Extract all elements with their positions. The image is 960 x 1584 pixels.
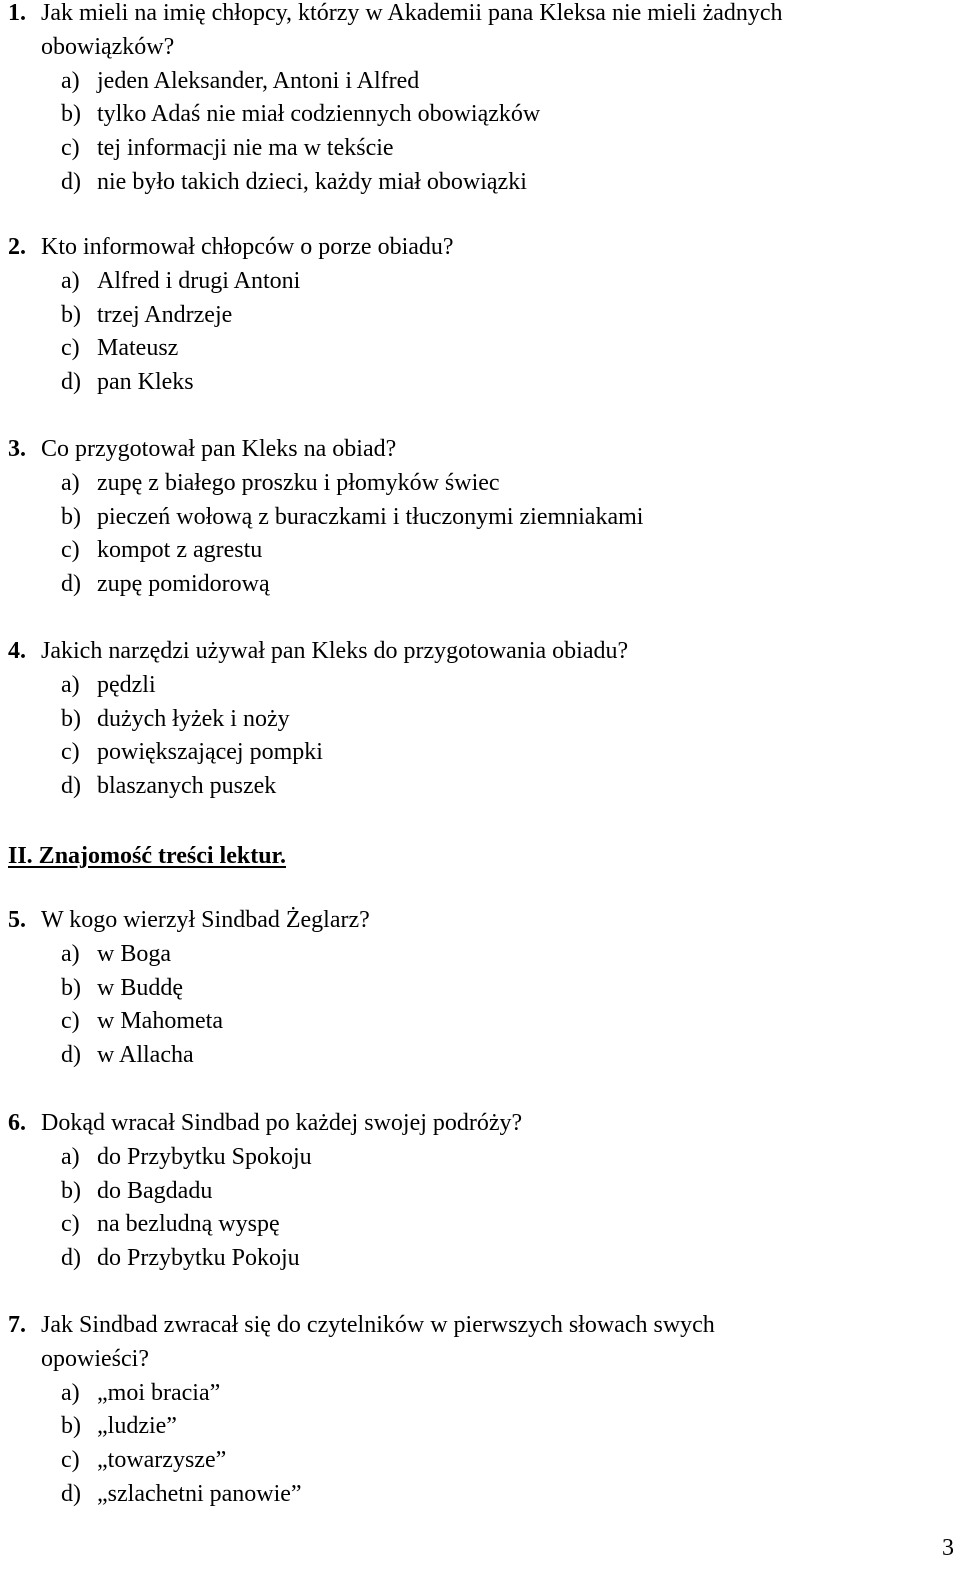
answer-option-c [8,132,948,166]
answer-option-a [8,1141,948,1175]
question-text: W kogo wierzył Sindbad Żeglarz? [41,907,370,933]
option-text: tylko Adaś nie miał codziennych obowiązków [97,101,541,128]
answer-option-c [8,332,948,366]
option-text: powiększającej pompki [97,739,323,766]
option-letter: c) [61,1211,80,1238]
option-letter: a) [61,67,80,94]
answer-option-d [8,568,948,602]
option-text: w Mahometa [97,1008,223,1035]
option-text: do Bagdadu [97,1177,213,1204]
option-letter: c) [61,1008,80,1035]
option-text: na bezludną wyspę [97,1211,280,1238]
option-letter: d) [61,1042,81,1069]
answer-option-c [8,736,948,770]
question-5-line [8,904,948,938]
option-text: tej informacji nie ma w tekście [97,135,394,162]
option-letter: a) [61,1143,80,1170]
question-7-line [8,1309,948,1343]
option-text: dużych łyżek i noży [97,705,290,732]
question-number: 6. [8,1110,26,1136]
answer-option-d [8,166,948,200]
option-letter: b) [61,974,81,1001]
option-text: pieczeń wołową z buraczkami i tłuczonymi ziemniakami [97,503,644,530]
option-text: „towarzysze” [97,1447,227,1474]
answer-option-a [8,65,948,99]
question-5 [8,904,948,1073]
answer-option-b [8,299,948,333]
option-text: do Przybytku Spokoju [97,1143,312,1170]
option-letter: b) [61,705,81,732]
answer-option-c [8,1005,948,1039]
option-letter: b) [61,101,81,128]
option-letter: c) [61,1447,80,1474]
question-1-line [8,0,948,31]
answer-options [8,669,948,804]
answer-option-a [8,265,948,299]
question-7 [8,1309,948,1512]
option-letter: b) [61,503,81,530]
option-text: w Allacha [97,1042,194,1069]
answer-option-d [8,366,948,400]
question-4-line [8,635,948,669]
answer-option-a [8,938,948,972]
option-letter: c) [61,135,80,162]
option-letter: a) [61,1379,80,1406]
answer-option-b [8,501,948,535]
option-text: „szlachetni panowie” [97,1480,302,1507]
option-text: blaszanych puszek [97,773,277,800]
answer-option-a [8,1377,948,1411]
question-text: Co przygotował pan Kleks na obiad? [41,436,397,462]
option-letter: b) [61,1177,81,1204]
answer-option-d [8,770,948,804]
question-number: 7. [8,1312,26,1338]
question-text: Jak mieli na imię chłopcy, którzy w Akademii pana Kleksa nie mieli żadnych [41,0,783,26]
question-text: Kto informował chłopców o porze obiadu? [41,234,454,260]
question-text: Dokąd wracał Sindbad po każdej swojej podróży? [41,1110,523,1136]
option-letter: d) [61,168,81,195]
question-text: Jak Sindbad zwracał się do czytelników w pierwszych słowach swych [41,1312,715,1338]
option-text: w Buddę [97,974,183,1001]
option-letter: b) [61,1413,81,1440]
question-3-line [8,433,948,467]
option-text: „moi bracia” [97,1379,221,1406]
option-letter: a) [61,469,80,496]
answer-option-b [8,98,948,132]
question-3 [8,433,948,602]
question-text-continuation: opowieści? [41,1345,149,1372]
question-1 [8,0,948,200]
option-letter: d) [61,773,81,800]
answer-option-c [8,534,948,568]
option-letter: d) [61,571,81,598]
option-text: Alfred i drugi Antoni [97,267,301,294]
option-letter: c) [61,739,80,766]
answer-option-b [8,703,948,737]
question-2-line [8,231,948,265]
answer-options [8,65,948,200]
option-text: pędzli [97,671,156,698]
answer-options [8,467,948,602]
answer-option-d [8,1478,948,1512]
answer-option-d [8,1039,948,1073]
option-letter: a) [61,267,80,294]
option-letter: d) [61,1245,81,1272]
option-text: Mateusz [97,335,179,362]
question-6-line [8,1107,948,1141]
answer-option-b [8,972,948,1006]
option-text: kompot z agrestu [97,537,263,564]
option-letter: a) [61,671,80,698]
question-2 [8,231,948,400]
option-text: do Przybytku Pokoju [97,1245,300,1272]
option-letter: c) [61,537,80,564]
option-text: „ludzie” [97,1413,177,1440]
option-text: nie było takich dzieci, każdy miał obowiązki [97,168,527,195]
answer-option-a [8,669,948,703]
option-letter: c) [61,335,80,362]
answer-option-c [8,1444,948,1478]
option-text: pan Kleks [97,369,194,396]
answer-option-c [8,1208,948,1242]
answer-options [8,938,948,1073]
page-number: 3 [942,1535,954,1561]
option-text: w Boga [97,940,171,967]
option-text: jeden Aleksander, Antoni i Alfred [97,67,420,94]
question-number: 3. [8,436,26,462]
question-6 [8,1107,948,1276]
option-text: zupę pomidorową [97,571,270,598]
answer-option-d [8,1242,948,1276]
answer-options [8,1141,948,1276]
option-letter: a) [61,940,80,967]
question-number: 4. [8,638,26,664]
question-number: 1. [8,0,26,26]
section-heading: II. Znajomość treści lektur. [8,843,286,869]
question-4 [8,635,948,804]
answer-option-b [8,1410,948,1444]
option-letter: b) [61,301,81,328]
option-text: zupę z białego proszku i płomyków świec [97,469,500,496]
answer-option-b [8,1175,948,1209]
answer-option-a [8,467,948,501]
question-number: 2. [8,234,26,260]
option-text: trzej Andrzeje [97,301,233,328]
question-text-continuation: obowiązków? [41,33,175,60]
question-number: 5. [8,907,26,933]
answer-options [8,1377,948,1512]
option-letter: d) [61,369,81,396]
option-letter: d) [61,1480,81,1507]
question-text: Jakich narzędzi używał pan Kleks do przygotowania obiadu? [41,638,629,664]
answer-options [8,265,948,400]
